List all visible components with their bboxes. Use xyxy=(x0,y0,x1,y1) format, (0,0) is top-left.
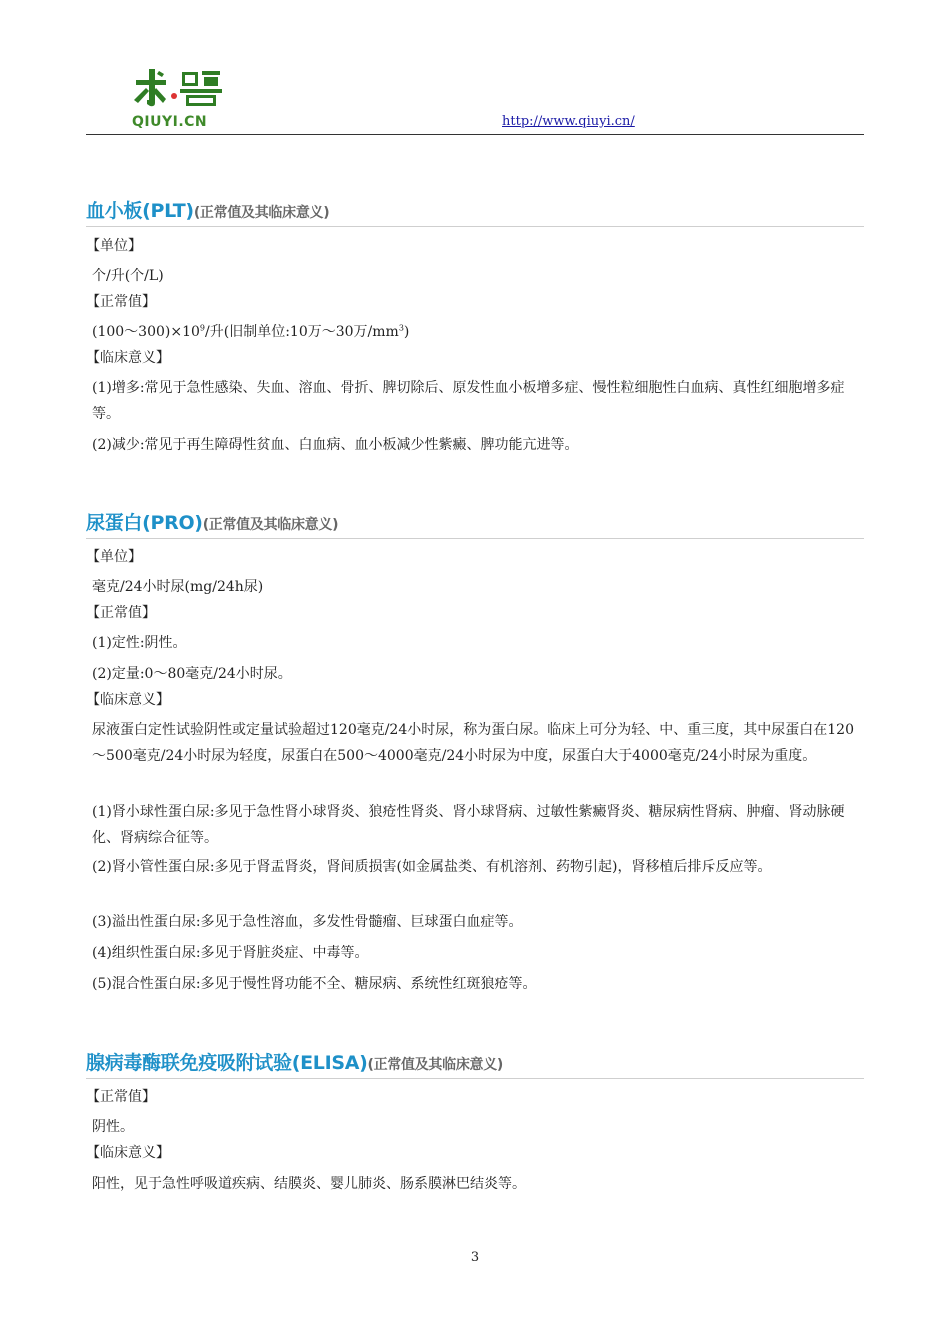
section-heading: 腺病毒酶联免疫吸附试验(ELISA) xyxy=(86,1052,368,1074)
unit-value: 个/升(个/L) xyxy=(92,268,164,284)
label-unit: 【单位】 xyxy=(86,238,142,254)
site-url-link[interactable]: http://www.qiuyi.cn/ xyxy=(502,114,635,129)
normal-value: $(100\sim 300)\times 10^9/$升(旧制单位:10万～30万$/mm^3$) xyxy=(92,323,410,340)
section-heading: 血小板(PLT) xyxy=(86,200,194,222)
section-pro xyxy=(86,502,864,1002)
page-header xyxy=(86,62,864,135)
section-plt xyxy=(86,190,864,460)
qiuyi-logo-mark xyxy=(130,66,230,108)
clinical-item: (2)肾小管性蛋白尿:多见于肾盂肾炎，肾间质损害(如金属盐类、有机溶剂、药物引起)，肾移植后排斥反应等。 xyxy=(92,859,772,875)
normal-value: 阴性。 xyxy=(92,1119,134,1135)
clinical-item: (5)混合性蛋白尿:多见于慢性肾功能不全、糖尿病、系统性红斑狼疮等。 xyxy=(92,976,537,992)
label-clinical: 【临床意义】 xyxy=(86,1145,170,1161)
section-title-elisa xyxy=(86,1042,864,1079)
normal-value: (2)定量:0～80毫克/24小时尿。 xyxy=(92,666,292,682)
clinical-item: (1)肾小球性蛋白尿:多见于急性肾小球肾炎、狼疮性肾炎、肾小球肾病、过敏性紫癜肾炎、糖尿病性肾病、肿瘤、肾动脉硬化、肾病综合征等。 xyxy=(92,804,845,846)
logo-wordmark: QIUYI.CN xyxy=(132,114,208,130)
section-heading: 尿蛋白(PRO) xyxy=(86,512,203,534)
section-title-plt xyxy=(86,190,864,227)
clinical-item: (2)减少:常见于再生障碍性贫血、白血病、血小板减少性紫癜、脾功能亢进等。 xyxy=(92,437,579,453)
label-normal: 【正常值】 xyxy=(86,294,156,310)
clinical-item: (3)溢出性蛋白尿:多见于急性溶血，多发性骨髓瘤、巨球蛋白血症等。 xyxy=(92,914,523,930)
label-clinical: 【临床意义】 xyxy=(86,350,170,366)
label-normal: 【正常值】 xyxy=(86,1089,156,1105)
section-subheading: (正常值及其临床意义) xyxy=(367,1057,504,1073)
normal-value: (1)定性:阴性。 xyxy=(92,635,187,651)
qiuyi-logo xyxy=(130,66,230,132)
section-subheading: (正常值及其临床意义) xyxy=(202,517,339,533)
section-subheading: (正常值及其临床意义) xyxy=(193,205,330,221)
section-title-pro xyxy=(86,502,864,539)
label-unit: 【单位】 xyxy=(86,549,142,565)
label-normal: 【正常值】 xyxy=(86,605,156,621)
section-elisa xyxy=(86,1042,864,1202)
label-clinical: 【临床意义】 xyxy=(86,692,170,708)
clinical-value: 阳性，见于急性呼吸道疾病、结膜炎、婴儿肺炎、肠系膜淋巴结炎等。 xyxy=(92,1176,526,1192)
clinical-item: (1)增多:常见于急性感染、失血、溶血、骨折、脾切除后、原发性血小板增多症、慢性粒细胞性白血病、真性红细胞增多症等。 xyxy=(92,380,845,422)
clinical-intro: 尿液蛋白定性试验阴性或定量试验超过120毫克/24小时尿，称为蛋白尿。临床上可分为轻、中、重三度，其中尿蛋白在120～500毫克/24小时尿为轻度，尿蛋白在500～4000毫克/24小时尿为中度，尿蛋白大于4000毫克/24小时尿为重度。 xyxy=(92,722,854,764)
page-number: 3 xyxy=(470,1250,480,1265)
unit-value: 毫克/24小时尿(mg/24h尿) xyxy=(92,579,264,595)
clinical-item: (4)组织性蛋白尿:多见于肾脏炎症、中毒等。 xyxy=(92,945,369,961)
